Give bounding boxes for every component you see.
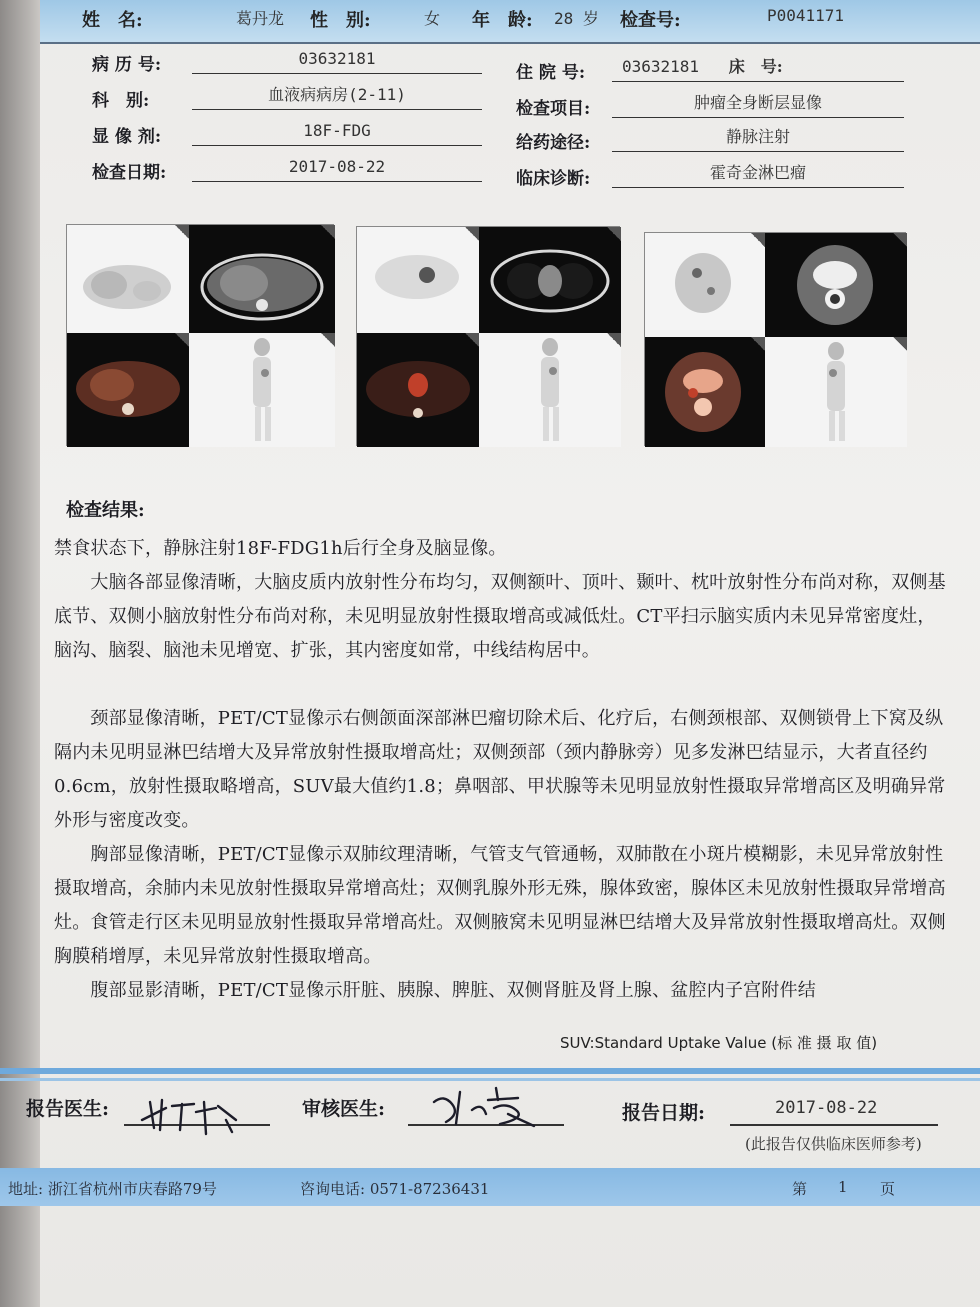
separator-bar [0,1068,980,1074]
footer-address: 地址: 浙江省杭州市庆春路79号 [8,1180,217,1198]
route-field: 静脉注射 [612,124,904,152]
diagnosis-label: 临床诊断: [516,169,591,189]
inpatient-value: 03632181 [622,57,700,76]
ct-axial-image [479,227,621,333]
footer-phone: 咨询电话: 0571-87236431 [300,1180,490,1198]
record-no-label: 病 历 号: [92,55,162,75]
agent-field: 18F-FDG [192,118,482,146]
scan-panel-2 [356,226,620,446]
name-label: 姓 名: [82,10,143,31]
page-suffix: 页 [880,1180,896,1198]
report-date-label: 报告日期: [622,1102,706,1124]
age-label: 年 龄: [472,10,533,31]
scan-panel-3 [644,232,906,446]
brain-paragraph: 大脑各部显像清晰，大脑皮质内放射性分布均匀，双侧额叶、顶叶、颞叶、枕叶放射性分布尚对称，双侧基底节、双侧小脑放射性分布尚对称，未见明显放射性摄取增高或减低灶。CT平扫示脑实质内未见异常密度灶，脑沟、脑裂、脑池未见增宽、扩张，其内密度如常，中线结构居中。 [54,572,946,661]
exam-date-label: 检查日期: [92,163,167,183]
report-date-line [730,1124,938,1126]
age-value: 28 岁 [554,9,599,28]
mip-image [479,333,621,447]
footer-bar [0,1168,980,1206]
fused-axial-image [67,333,189,447]
mip-image [189,333,335,447]
exam-item-label: 检查项目: [516,99,591,119]
results-intro: 禁食状态下，静脉注射18F-FDG1h后行全身及脑显像。 [54,538,507,559]
name-value: 葛丹龙 [236,9,285,28]
mip-image [765,337,907,447]
dept-field: 血液病病房(2-11) [192,82,482,110]
pet-axial-image [357,227,479,333]
bed-label: 床 号: [728,57,783,76]
reporter-label: 报告医生: [26,1098,110,1120]
neck-paragraph: 颈部显像清晰，PET/CT显像示右侧颌面深部淋巴瘤切除术后、化疗后，右侧颈根部、双侧锁骨上下窝及纵隔内未见明显淋巴结增大及异常放射性摄取增高灶；双侧颈部（颈内静脉旁）见多发淋巴结显示，大者直径约0.6cm，放射性摄取略增高，SUV最大值约1.8；鼻咽部、甲状腺等未见明显放射性摄取异常增高区及明确异常外形与密度改变。 [54,708,946,831]
inpatient-field [612,54,904,82]
route-label: 给药途径: [516,133,591,153]
results-title: 检查结果: [66,500,145,521]
page-prefix: 第 [792,1180,808,1198]
ct-axial-image [765,233,907,337]
sex-label: 性 别: [310,10,371,31]
patient-header-strip [40,0,980,44]
dept-label: 科 别: [92,91,150,111]
fused-axial-image [357,333,479,447]
agent-label: 显 像 剂: [92,127,162,147]
suv-note: SUV:Standard Uptake Value (标 准 摄 取 值) [560,1034,878,1052]
reference-note: (此报告仅供临床医师参考) [745,1135,922,1153]
sex-value: 女 [424,9,441,28]
report-page [8,0,980,1307]
reporter-signature [136,1090,246,1138]
exam-item-field: 肿瘤全身断层显像 [612,90,904,118]
reviewer-signature [426,1080,546,1132]
exam-no-value: P0041171 [767,6,845,25]
scan-panel-1 [66,224,334,446]
fused-axial-image [645,337,765,447]
inpatient-label: 住 院 号: [516,63,586,83]
pet-axial-image [67,225,189,333]
exam-date-field: 2017-08-22 [192,154,482,182]
report-date-value: 2017-08-22 [775,1098,878,1118]
ct-axial-image [189,225,335,333]
abdomen-paragraph: 腹部显影清晰，PET/CT显像示肝脏、胰腺、脾脏、双侧肾脏及肾上腺、盆腔内子宫附件结 [54,980,816,1001]
diagnosis-field: 霍奇金淋巴瘤 [612,160,904,188]
exam-no-label: 检查号: [620,10,681,31]
page-number: 1 [838,1178,848,1196]
chest-paragraph: 胸部显像清晰，PET/CT显像示双肺纹理清晰，气管支气管通畅，双肺散在小斑片模糊影，未见异常放射性摄取增高，余肺内未见放射性摄取异常增高灶；双侧乳腺外形无殊，腺体致密，腺体区未见放射性摄取异常增高灶。食管走行区未见明显放射性摄取异常增高灶。双侧腋窝未见明显淋巴结增大及异常放射性摄取增高灶。双侧胸膜稍增厚，未见异常放射性摄取增高。 [54,844,946,967]
reviewer-label: 审核医生: [302,1098,386,1120]
pet-axial-image [645,233,765,337]
record-no-field: 03632181 [192,46,482,74]
